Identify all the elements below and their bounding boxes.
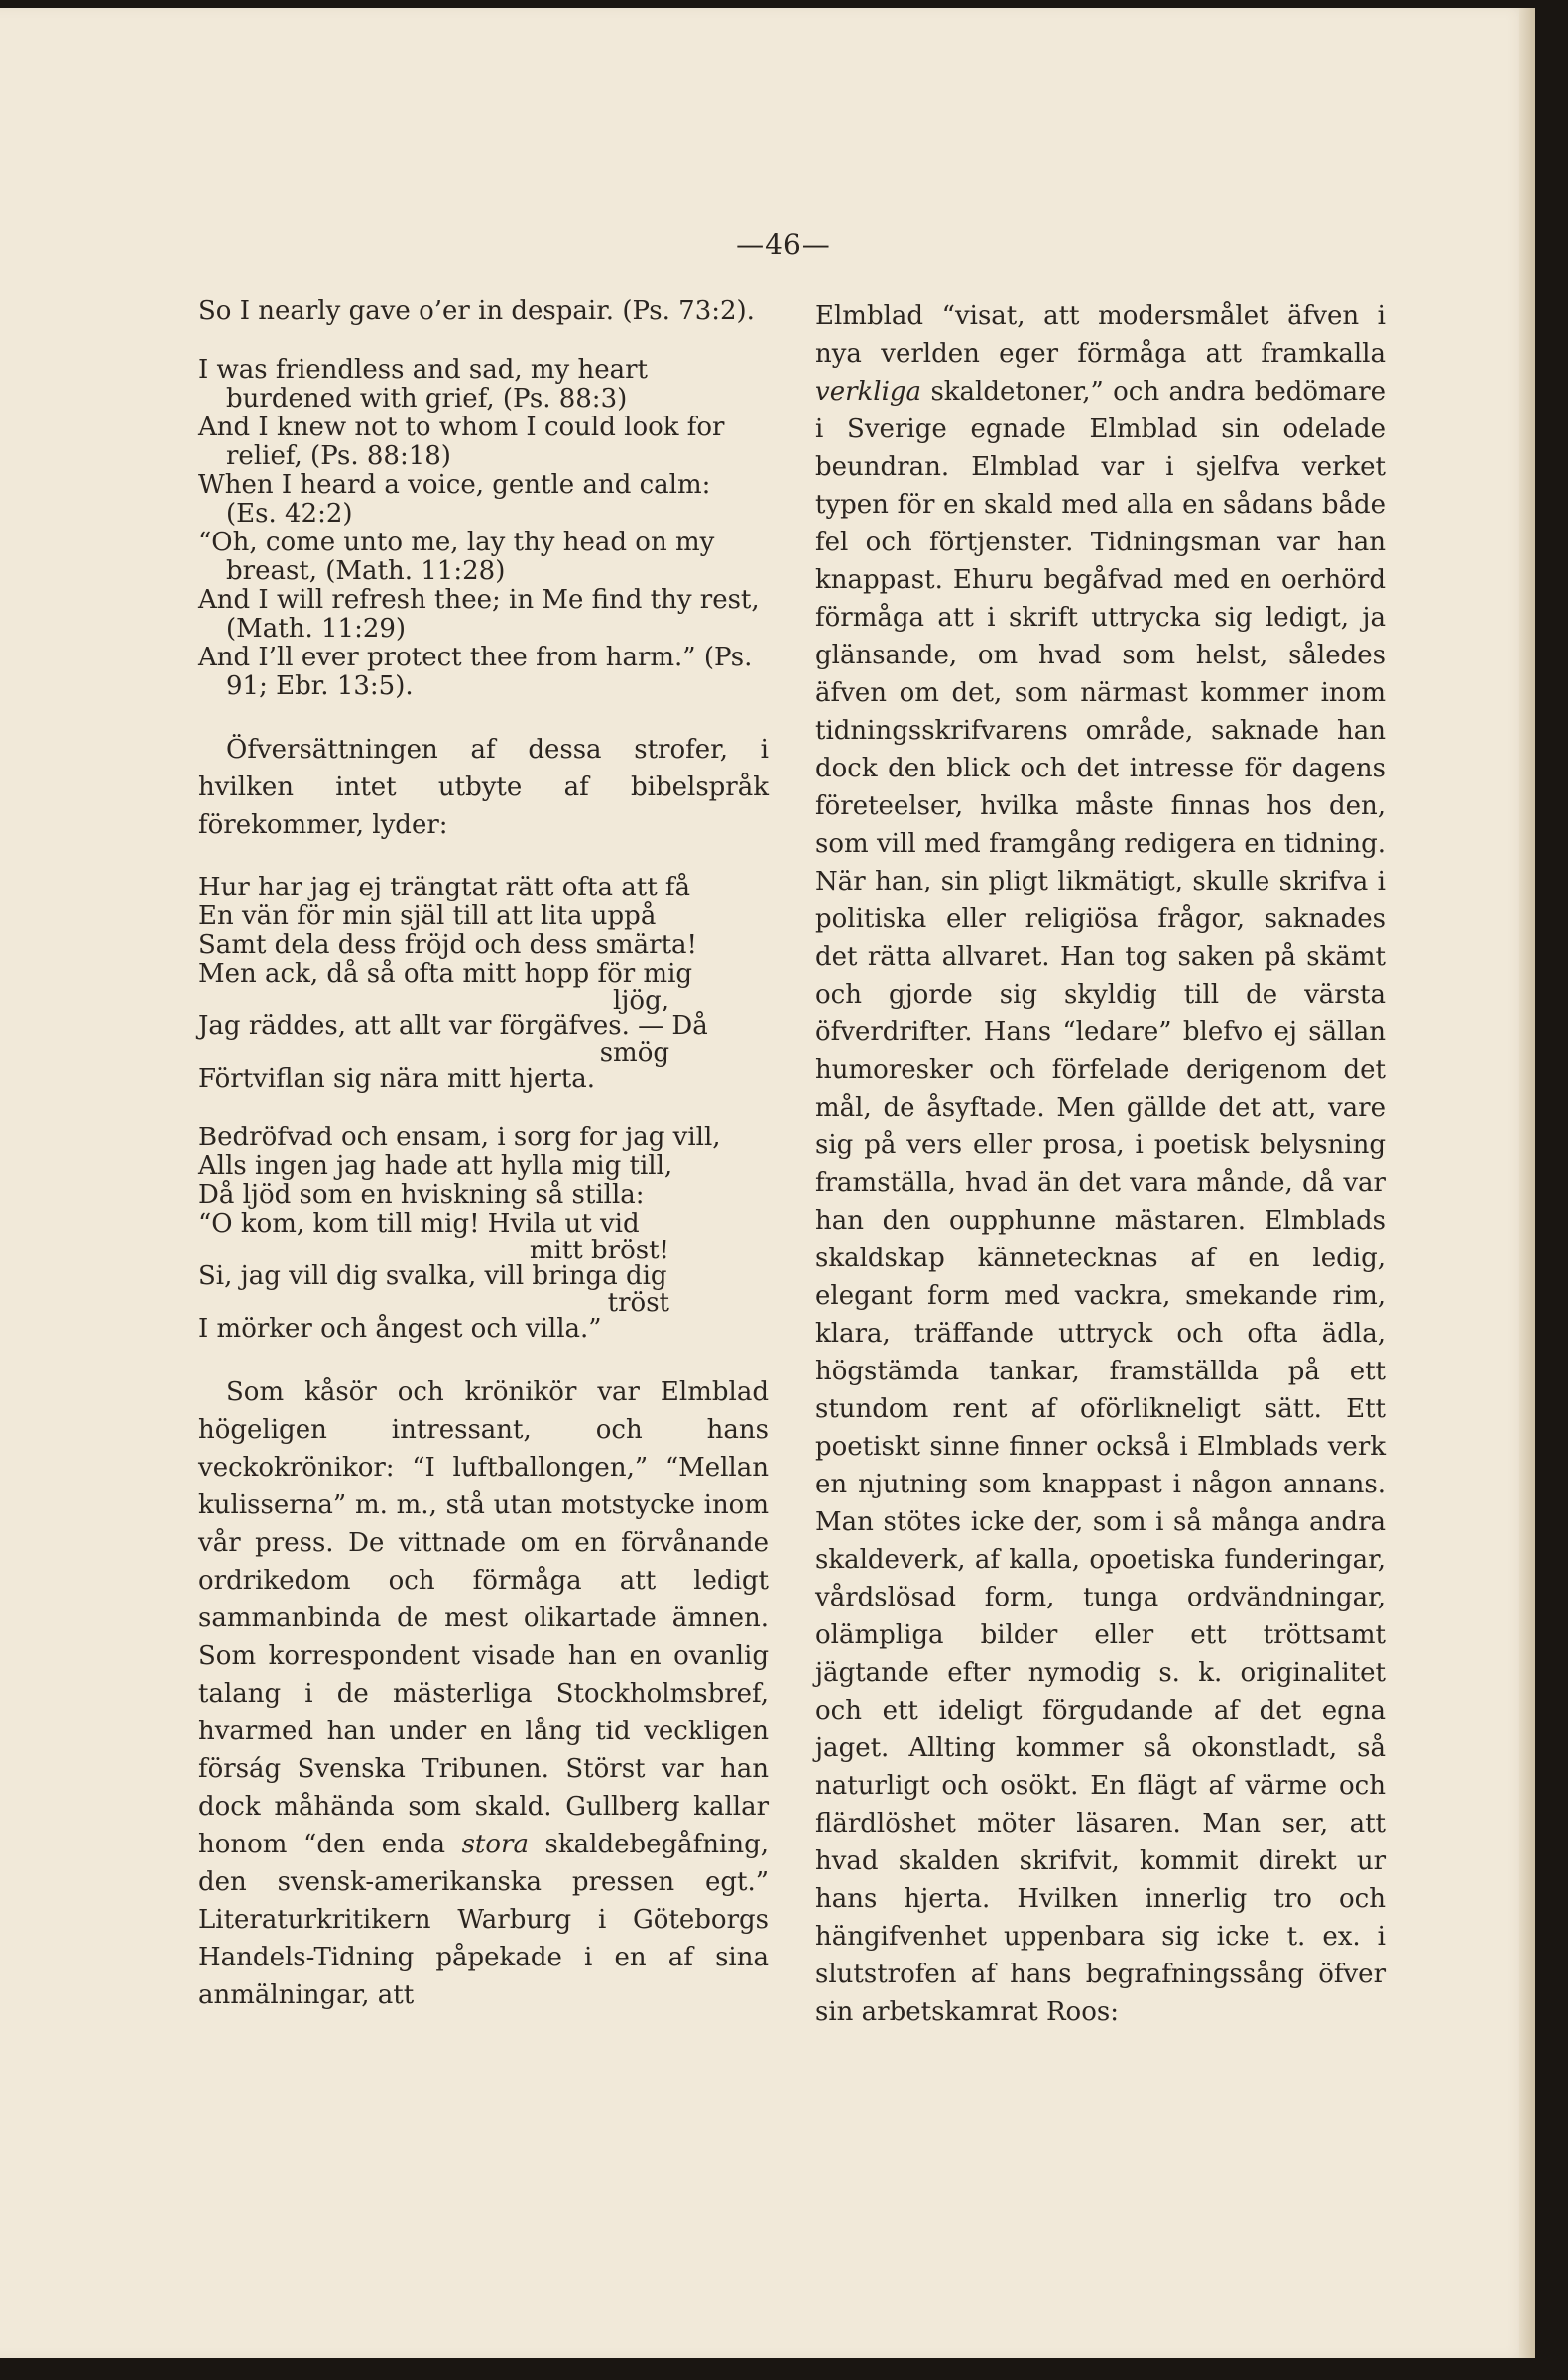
verse-line: And I knew not to whom I could look for relief, (Ps. 88:18) [198, 413, 725, 471]
verse-line: Då ljöd som en hviskning så stilla: [198, 1180, 645, 1210]
verse-line-tail: ljög, [613, 986, 669, 1015]
verse-line: Samt dela dess fröjd och dess smärta! [198, 930, 697, 960]
verse-line: And I will refresh thee; in Me find thy rest, (Math. 11:29) [198, 585, 760, 644]
emphasis-verkliga: verkliga [815, 377, 922, 407]
page-number: —46— [736, 228, 831, 261]
verse-line: Alls ingen jag hade att hylla mig till, [198, 1151, 673, 1181]
verse-line: When I heard a voice, gentle and calm: (Es. 42:2) [198, 470, 711, 529]
verse-line-tail: smög [599, 1038, 669, 1068]
verse-line: Bedröfvad och ensam, i sorg for jag vill, [198, 1123, 721, 1152]
left-column [198, 298, 769, 2014]
verse-line: Förtviflan sig nära mitt hjerta. [198, 1064, 595, 1094]
paragraph-elmblad-skald: Elmblad “visat, att modersmålet äfven i nya verlden eger förmåga att framkalla verkliga skaldetoner,” och andra bedömare i Sverige egnade Elmblad sin odelade beundran. Elmblad var i sjelfva verket typen för en skald med alla en sådans både fel och förtjenster. Tidningsman var han knappast. Ehuru begåfvad med en oerhörd förmåga att i skrift uttrycka sig ledigt, ja glänsande, om hvad som helst, således äfven om det, som närmast kommer inom tidningsskrifvarens område, saknade han dock den blick och det intresse för dagens företeelser, hvilka måste finnas hos den, som vill med framgång redigera en tidning. När han, sin pligt likmätigt, skulle skrifva i politiska eller religiösa frågor, saknades det rätta allvaret. Han tog saken på skämt och gjorde sig skyldig till de värsta öfverdrifter. Hans “ledare” blefvo ej sällan humoresker och förfelade derigenom det mål, de åsyftade. Men gällde det att, vare sig på vers eller prosa, i poetisk belysning framställa, hvad än det vara månde, då var han den oupphunne mästaren. Elmblads skaldskap kännetecknas af en ledig, elegant form med vackra, smekande rim, klara, träffande uttryck och ofta ädla, högstämda tankar, framställda på ett stundom rent af oförlikneligt sätt. Ett poetiskt sinne finner också i Elmblads verk en njutning som knappast i någon annans. Man stötes icke der, som i så många andra skaldeverk, af kalla, opoetiska funderingar, vårdslösad form, tunga ordvändningar, olämpliga bilder eller ett tröttsamt jägtande efter nymodig s. k. originalitet och ett ideligt förgudande af det egna jaget. Allting kommer så okonstladt, så naturligt och osökt. En flägt af värme och flärdlöshet möter läsaren. Man ser, att hvad skalden skrifvit, kommit direkt ur hans hjerta. Hvilken innerlig tro och hängifvenhet uppenbara sig icke t. ex. i slutstrofen af hans begrafningssång öfver sin arbetskamrat Roos: [815, 301, 1386, 2027]
verse-line: “O kom, kom till mig! Hvila ut vid [198, 1209, 640, 1239]
verse-line: And I’ll ever protect thee from harm.” (Ps. 91; Ebr. 13:5). [198, 643, 753, 701]
verse-line: I was friendless and sad, my heart burdened with grief, (Ps. 88:3) [198, 355, 648, 414]
translation-intro: Öfversättningen af dessa strofer, i hvilken intet utbyte af bibelspråk förekommer, lyder: [198, 735, 769, 840]
emphasis-stora: stora [461, 1830, 529, 1859]
verse-line: En vän för min själ till att lita uppå [198, 901, 657, 931]
verse-line-tail: mitt bröst! [529, 1236, 669, 1265]
verse-line: Jag räddes, att allt var förgäfves. — Då [198, 1012, 708, 1041]
verse-line: Hur har jag ej trängtat rätt ofta att få [198, 873, 691, 902]
verse-line-tail: tröst [607, 1288, 669, 1318]
verse-line: Men ack, då så ofta mitt hopp för mig [198, 959, 693, 989]
right-column [815, 298, 1386, 2031]
verse-line: So I nearly gave o’er in despair. (Ps. 73:2). [198, 297, 755, 326]
verse-line: “Oh, come unto me, lay thy head on my breast, (Math. 11:28) [198, 528, 715, 586]
verse-line: I mörker och ångest och villa.” [198, 1314, 602, 1344]
paragraph-elmblad-kasor: Som kåsör och krönikör var Elmblad högeligen intressant, och hans veckokrönikor: “I luftballongen,” “Mellan kulisserna” m. m., stå utan motstycke inom vår press. De vittnade om en förvånande ordrikedom och förmåga att ledigt sammanbinda de mest olikartade ämnen. Som korrespondent visade han en ovanlig talang i de mästerliga Stockholmsbref, hvarmed han under en lång tid veckligen förság Svenska Tribunen. Störst var han dock måhända som skald. Gullberg kallar honom “den enda stora skaldebegåfning, den svensk-amerikanska pressen egt.” Literaturkritikern Warburg i Göteborgs Handels-Tidning påpekade i en af sina anmälningar, att [198, 1377, 770, 2010]
page-edge [1519, 8, 1535, 2358]
verse-line: Si, jag vill dig svalka, vill bringa dig [198, 1261, 667, 1291]
